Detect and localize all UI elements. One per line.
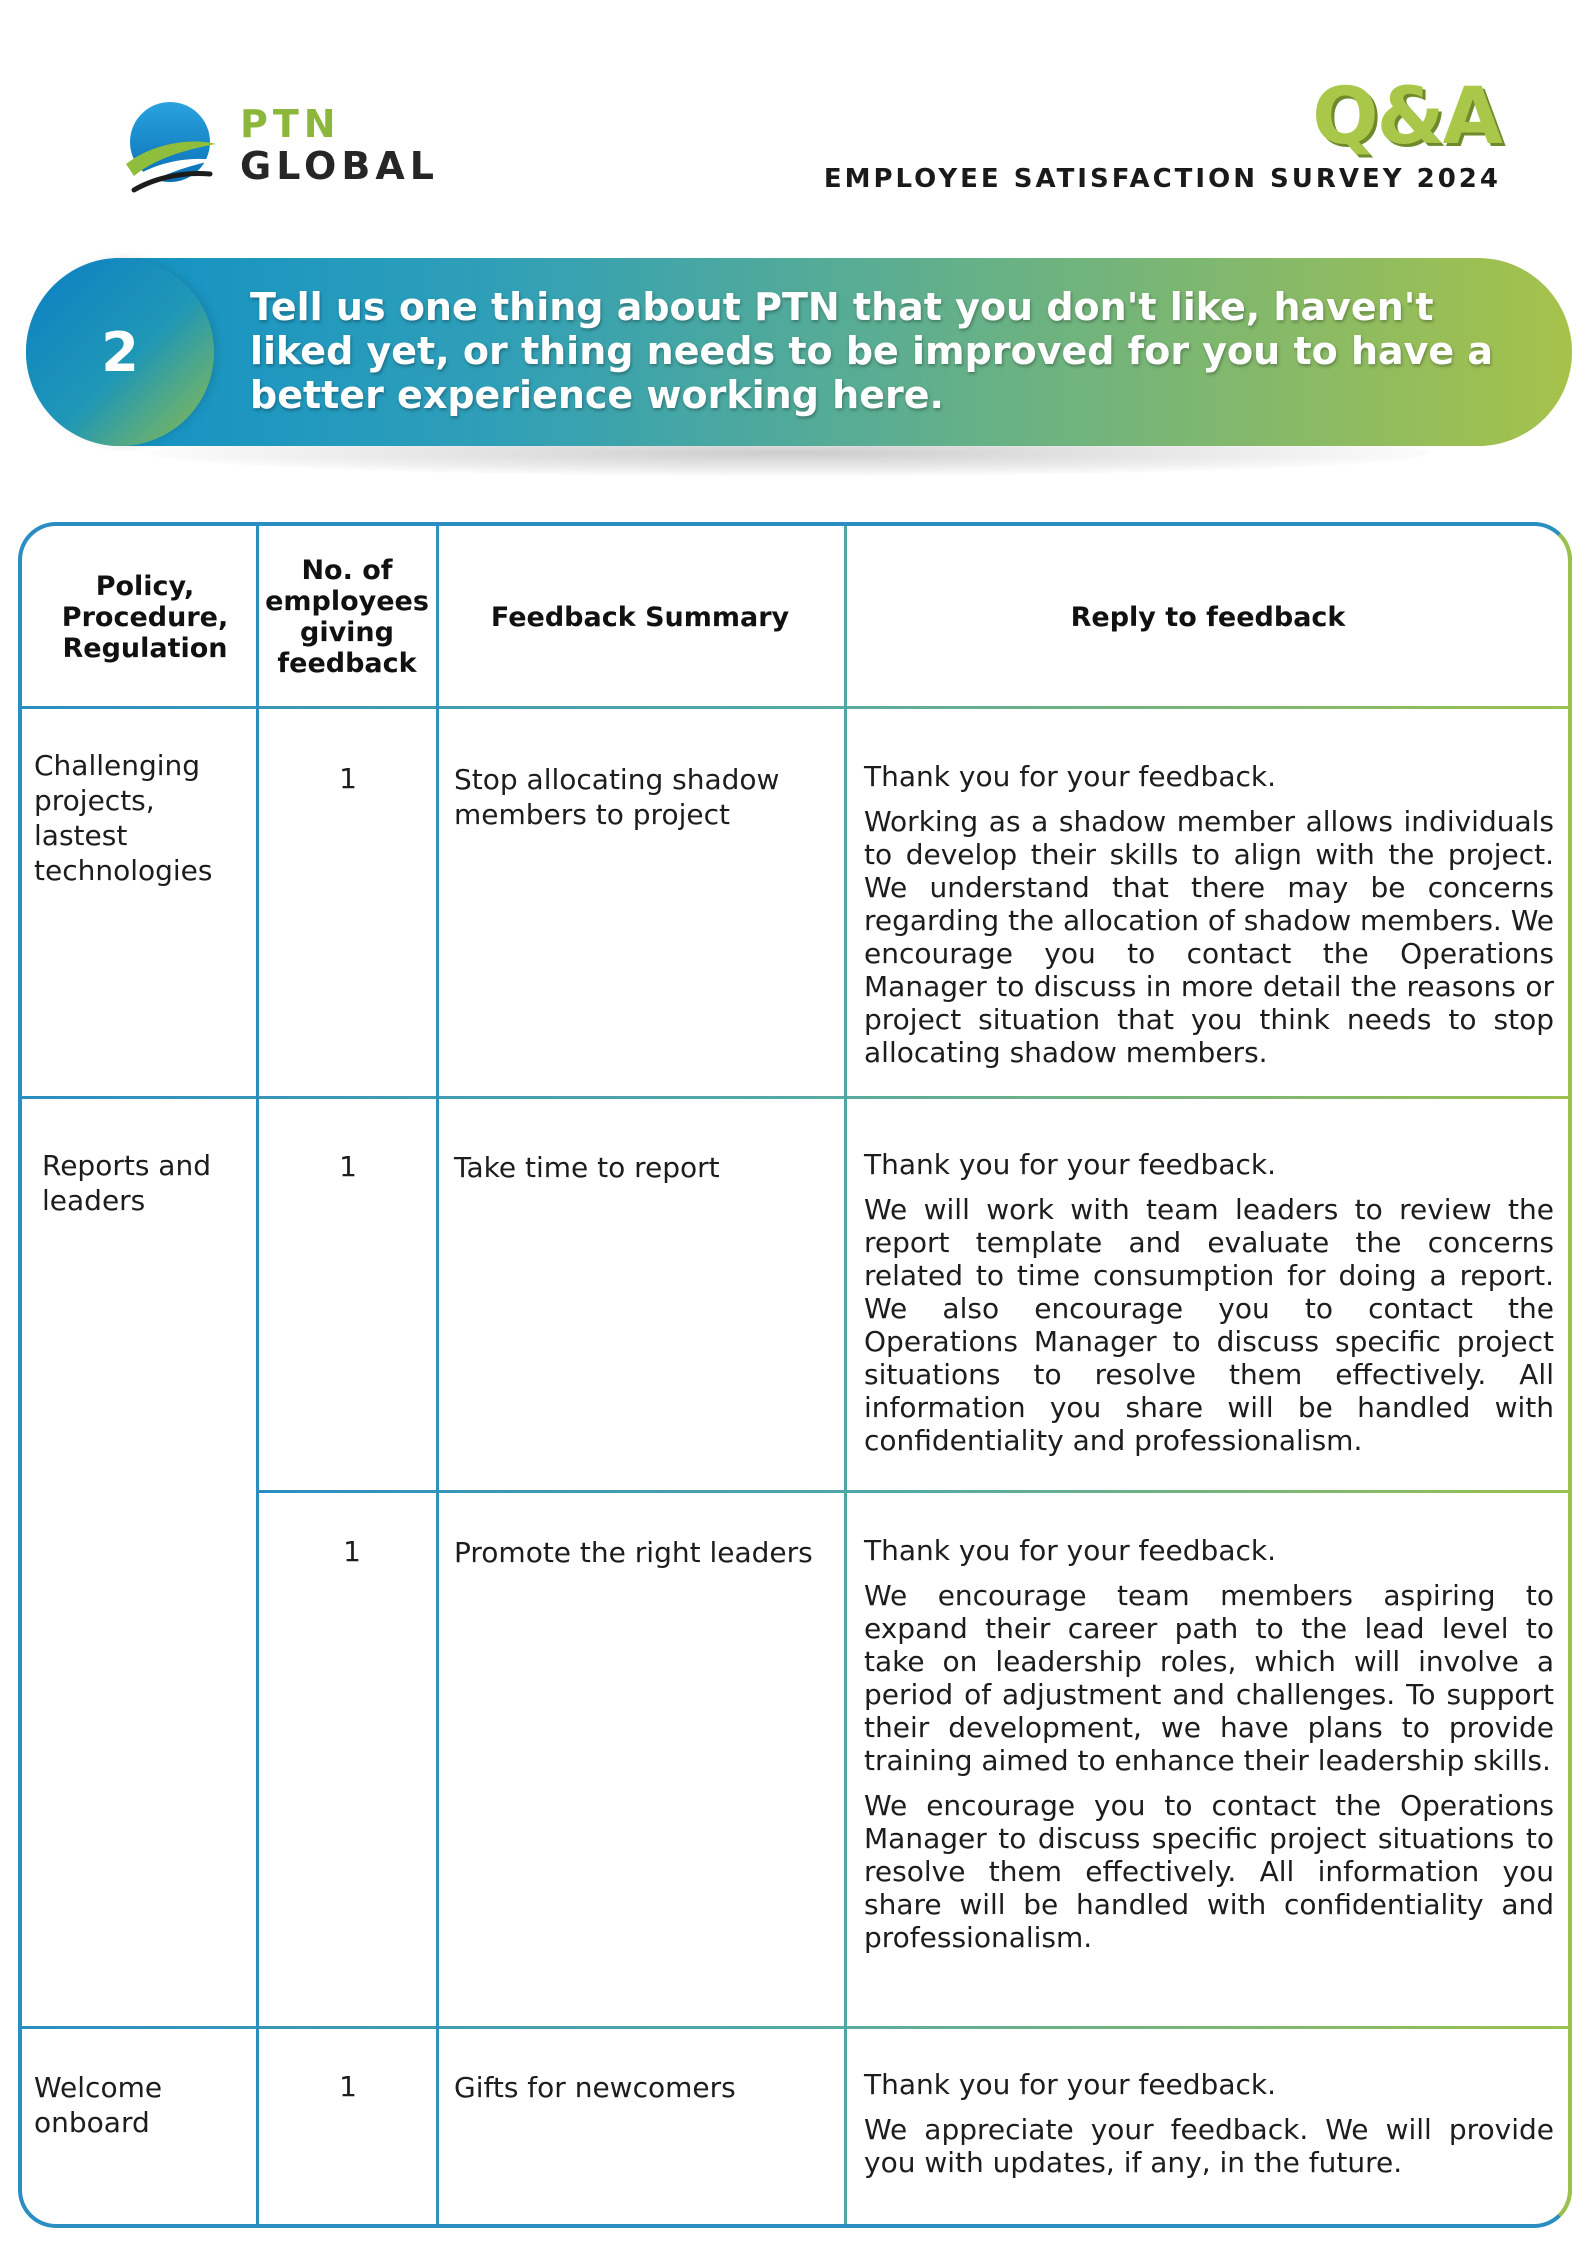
reply-paragraph: Thank you for your feedback. xyxy=(864,760,1277,793)
header-category: Policy, Procedure, Regulation xyxy=(61,570,229,664)
globe-logo-icon xyxy=(124,98,224,198)
reply-paragraph: We appreciate your feedback. We will provide you with updates, if any, in the future. xyxy=(864,2113,1554,2179)
row-divider xyxy=(258,1490,1572,1493)
row-divider xyxy=(18,2026,1572,2029)
question-number-badge: 2 xyxy=(26,258,214,446)
row-reply xyxy=(864,1148,1554,1469)
logo-wordmark-top: PTN xyxy=(240,102,341,146)
reply-paragraph: We will work with team leaders to review the report template and evaluate the concerns related to time consumption for doing a report. We also encourage you to contact the Operations Manager to discuss specific project situations to resolve them effectively. All information you share will be handled with confidentiality and professionalism. xyxy=(864,1193,1554,1457)
row-divider xyxy=(18,706,1572,709)
row-count: 1 xyxy=(339,2070,357,2103)
reply-paragraph: Working as a shadow member allows individuals to develop their skills to align with the project. We understand that there may be concerns regarding the allocation of shadow members. We encourage you to contact the Operations Manager to discuss in more detail the reasons or project situation that you think needs to stop allocating shadow members. xyxy=(864,805,1554,1069)
feedback-table xyxy=(18,522,1572,2228)
row-count: 1 xyxy=(339,1150,357,1183)
header-reply: Reply to feedback xyxy=(1070,601,1346,633)
reply-paragraph: We encourage team members aspiring to expand their career path to the lead level to take on leadership roles, which will involve a period of adjustment and challenges. To support their development, we have plans to provide training aimed to enhance their leadership skills. xyxy=(864,1579,1554,1777)
row-category: Reports and leaders xyxy=(42,1149,211,1217)
row-category: Challenging projects, lastest technologies xyxy=(34,749,213,887)
row-summary: Stop allocating shadow members to project xyxy=(454,763,780,831)
reply-paragraph: We encourage you to contact the Operations Manager to discuss specific project situations to resolve them effectively. All information you share will be handled with confidentiality and professionalism. xyxy=(864,1789,1554,1954)
column-divider xyxy=(844,522,847,2228)
row-category: Welcome onboard xyxy=(34,2071,163,2139)
question-text: Tell us one thing about PTN that you don't like, haven't liked yet, or thing needs to be improved for you to have a better experience working here. xyxy=(250,285,1494,417)
header-summary: Feedback Summary xyxy=(490,601,790,633)
reply-paragraph: Thank you for your feedback. xyxy=(864,2068,1277,2101)
row-summary: Promote the right leaders xyxy=(454,1536,813,1569)
reply-paragraph: Thank you for your feedback. xyxy=(864,1534,1277,1567)
logo-wordmark-bottom: GLOBAL xyxy=(240,144,439,188)
row-summary: Take time to report xyxy=(454,1151,720,1184)
survey-title: EMPLOYEE SATISFACTION SURVEY 2024 xyxy=(823,164,1501,194)
row-summary: Gifts for newcomers xyxy=(454,2071,736,2104)
qa-heading: Q&A xyxy=(1312,72,1501,162)
reply-paragraph: Thank you for your feedback. xyxy=(864,1148,1277,1181)
row-count: 1 xyxy=(343,1535,361,1568)
company-logo xyxy=(124,98,444,198)
row-reply xyxy=(864,1534,1554,1966)
row-reply xyxy=(864,760,1554,1081)
row-divider xyxy=(18,1096,1572,1099)
row-count: 1 xyxy=(339,762,357,795)
row-reply xyxy=(864,2068,1554,2191)
header-count: No. of employees giving feedback xyxy=(265,555,429,679)
